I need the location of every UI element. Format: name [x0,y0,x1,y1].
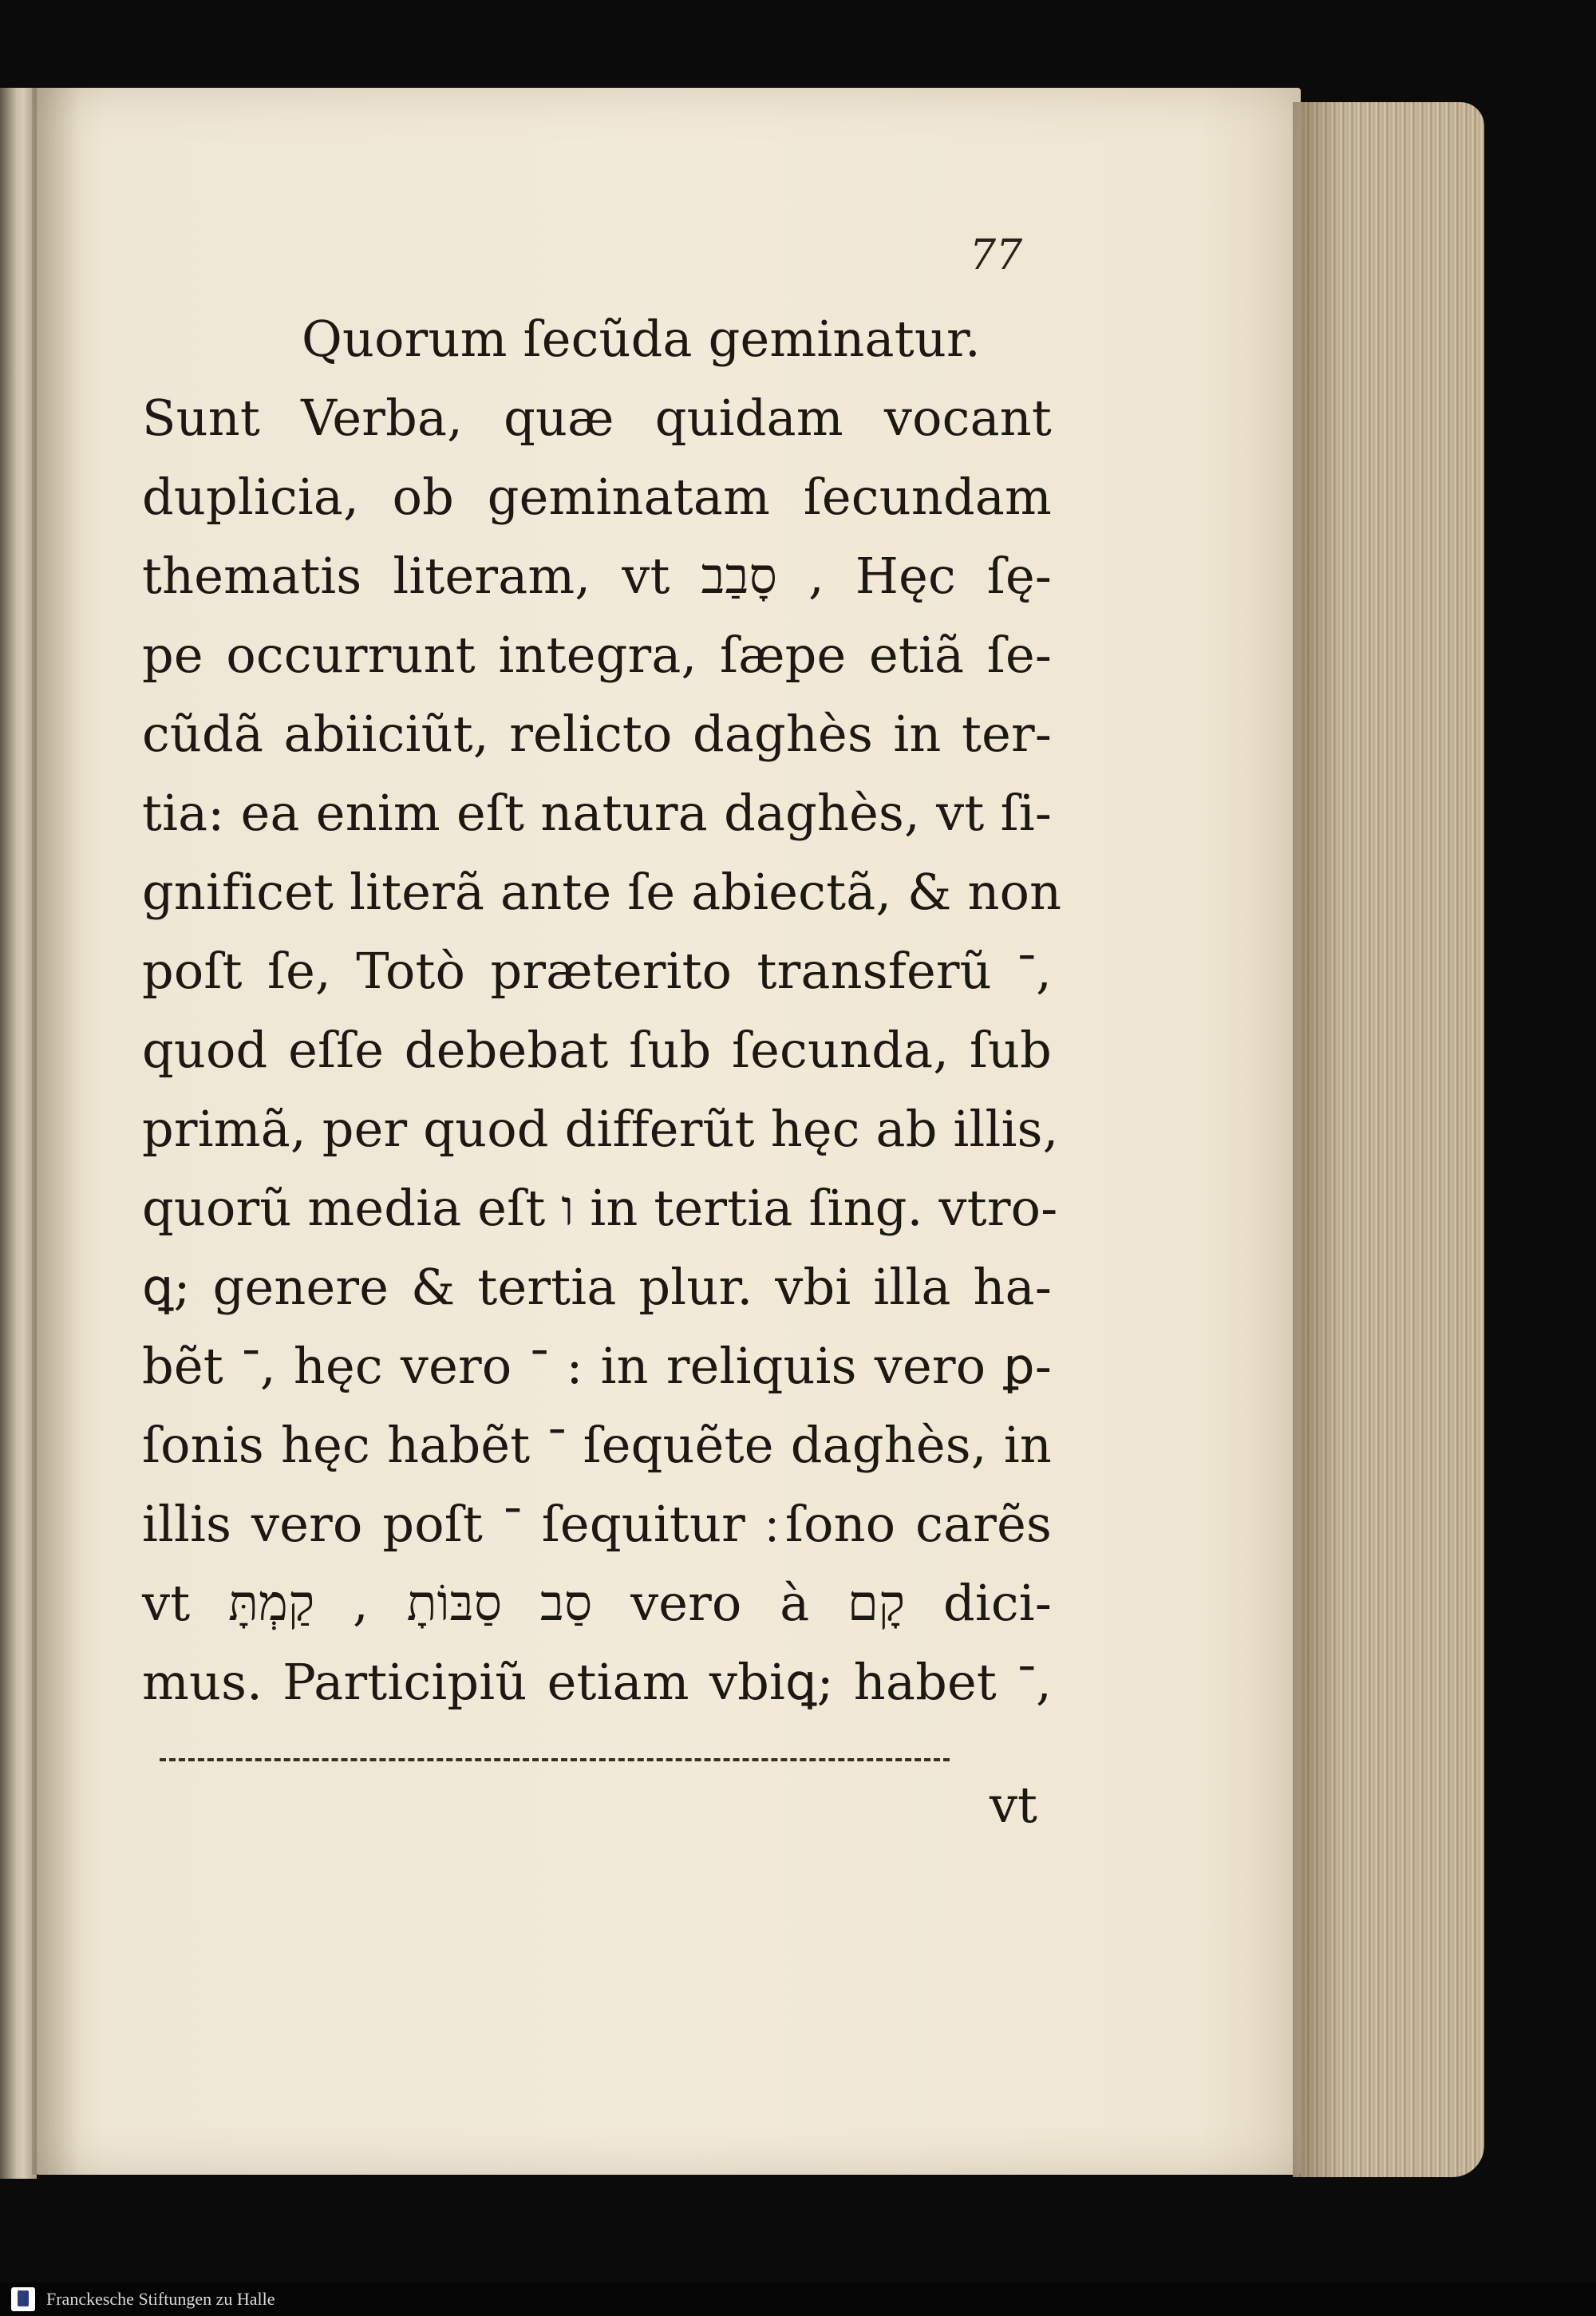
footer-bar [0,2282,1596,2316]
institution-name: Franckesche Stiftungen zu Halle [46,2289,275,2309]
fore-edge-shadow [1293,102,1341,2177]
text-line: thematis literam, vt סָבַב , Hęc ſę- [142,547,1052,605]
text-line: cũdã abiiciũt, relicto daghès in ter- [142,705,1052,763]
text-line: ſonis hęc habẽt ־ ſequẽte daghès, in [142,1416,1052,1474]
page-number: 77 [970,231,1023,279]
text-block [142,299,1062,1721]
institution-logo-icon [11,2287,35,2311]
text-line: vt סַב סַבּוֹתָ , קַמְתָּ vero à קָם dici- [142,1574,1052,1632]
text-line: quorũ media eſt ו in tertia ſing. vtro- [142,1179,1058,1237]
catchword: vt [990,1776,1037,1834]
text-line: mus. Participiũ etiam vbiꝗ; habet ־, [142,1653,1052,1711]
text-line: poſt ſe, Totò præterito transferũ ־, [142,942,1052,1000]
text-line: tia: ea enim eſt natura daghès, vt ſi- [142,784,1052,842]
text-line: duplicia, ob geminatam ſecundam [142,468,1052,526]
broken-rule [160,1758,950,1761]
text-line: Sunt Verba, quæ quidam vocant [142,389,1052,447]
text-line: pe occurrunt integra, ſæpe etiã ſe- [142,626,1052,684]
text-line: gnificet literã ante ſe abiectã, & non [142,863,1062,921]
text-line: ꝗ; genere & tertia plur. vbi illa ha- [142,1258,1052,1316]
text-line: quod eſſe debebat ſub ſecunda, ſub [142,1021,1052,1079]
spine-shadow [32,88,80,2175]
text-line: primã, per quod differũt hęc ab illis, [142,1100,1059,1158]
text-line: Quorum ſecũda geminatur. [302,310,981,368]
text-line: illis vero poſt ־ ſequitur ׃ ſono carẽs [142,1495,1052,1553]
text-line: bẽt ־, hęc vero ־ : in reliquis vero ꝑ- [142,1337,1052,1395]
